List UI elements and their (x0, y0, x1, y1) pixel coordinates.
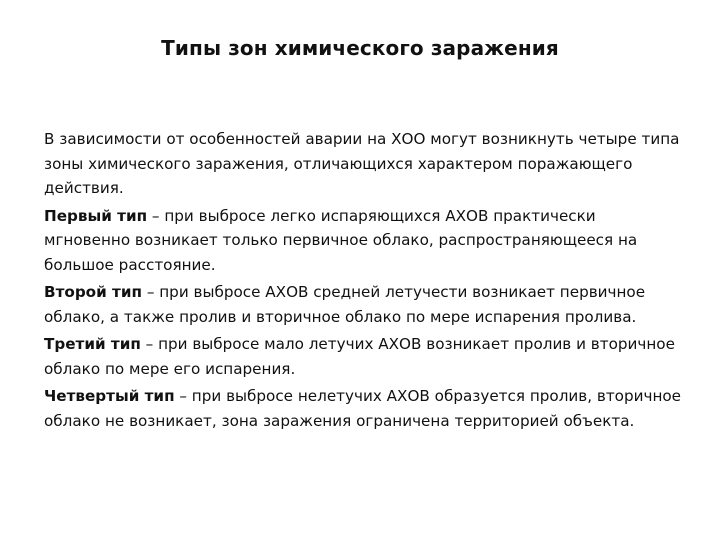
type-paragraph-third (44, 332, 684, 381)
type-paragraph-fourth (44, 384, 684, 433)
type-label: Второй тип (44, 283, 142, 301)
type-description: – при выбросе АХОВ средней летучести возникает первичное облако, а также пролив и вторичное облако по мере испарения пролива. (44, 283, 646, 326)
type-paragraph-first (44, 204, 684, 278)
type-description: – при выбросе нелетучих АХОВ образуется пролив, вторичное облако не возникает, зона заражения ограничена территорией объекта. (44, 387, 682, 430)
type-label: Первый тип (44, 206, 148, 225)
slide-title: Типы зон химического заражения (161, 36, 559, 60)
type-description: – при выбросе легко испаряющихся АХОВ практически мгновенно возникает только первичное облако, распространяющееся на большое расстояние. (44, 206, 638, 274)
type-description: – при выбросе мало летучих АХОВ возникает пролив и вторичное облако по мере его испарения. (44, 335, 675, 378)
slide-body (44, 127, 684, 436)
intro-paragraph: В зависимости от особенностей аварии на ХОО могут возникнуть четыре типа зоны химического заражения, отличающихся характером поражающего действия. (44, 130, 680, 197)
type-paragraph-second (44, 280, 684, 329)
type-label: Четвертый тип (44, 387, 175, 405)
type-label: Третий тип (44, 335, 141, 353)
